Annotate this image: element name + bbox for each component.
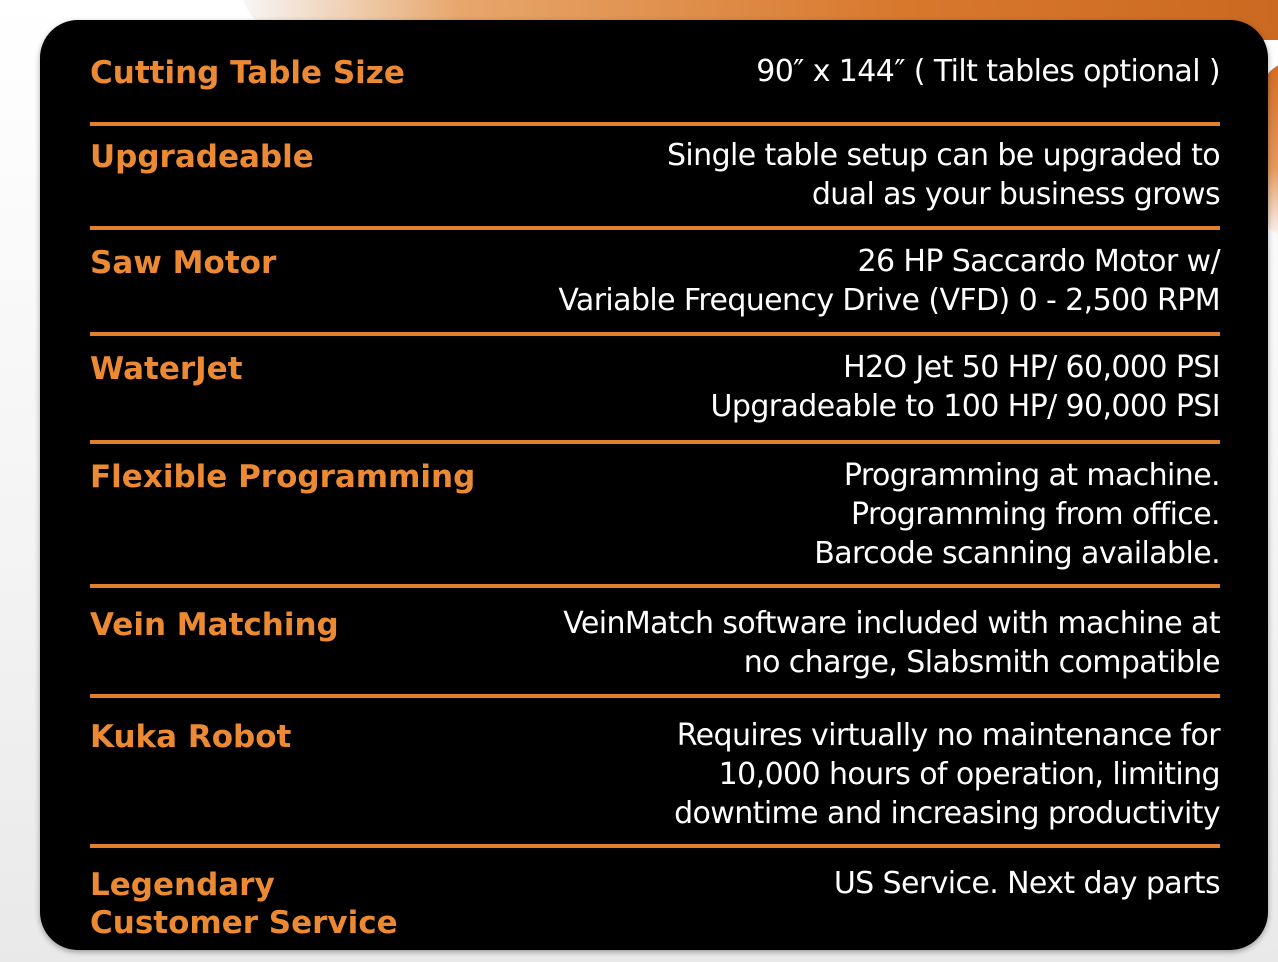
spec-value: 26 HP Saccardo Motor w/ Variable Frequency Drive (VFD) 0 - 2,500 RPM bbox=[558, 244, 1220, 318]
spec-label: Saw Motor bbox=[90, 245, 277, 281]
spec-label: Flexible Programming bbox=[90, 459, 476, 495]
spec-row-upgradeable bbox=[90, 126, 1220, 230]
spec-label: Upgradeable bbox=[90, 139, 314, 175]
spec-value: Programming at machine. Programming from office. Barcode scanning available. bbox=[814, 458, 1220, 571]
spec-value: VeinMatch software included with machine at no charge, Slabsmith compatible bbox=[563, 606, 1220, 680]
spec-row-saw-motor bbox=[90, 230, 1220, 336]
spec-row-kuka-robot bbox=[90, 698, 1220, 848]
spec-value: Single table setup can be upgraded to dual as your business grows bbox=[666, 138, 1220, 212]
spec-label: Legendary Customer Service bbox=[90, 867, 398, 941]
spec-label: Kuka Robot bbox=[90, 719, 292, 755]
spec-label: Vein Matching bbox=[90, 607, 339, 643]
spec-value: US Service. Next day parts bbox=[833, 866, 1220, 901]
spec-value: 90″ x 144″ ( Tilt tables optional ) bbox=[756, 54, 1220, 89]
spec-label: WaterJet bbox=[90, 351, 243, 387]
spec-row-cutting-table-size bbox=[90, 52, 1220, 126]
spec-table bbox=[90, 52, 1220, 958]
spec-row-customer-service bbox=[90, 848, 1220, 958]
spec-row-waterjet bbox=[90, 336, 1220, 444]
spec-label: Cutting Table Size bbox=[90, 55, 405, 91]
spec-value: Requires virtually no maintenance for 10,000 hours of operation, limiting downtime and increasing productivity bbox=[674, 718, 1220, 831]
spec-row-flexible-programming bbox=[90, 444, 1220, 588]
spec-panel bbox=[40, 20, 1268, 950]
spec-value: H2O Jet 50 HP/ 60,000 PSI Upgradeable to 100 HP/ 90,000 PSI bbox=[710, 350, 1220, 424]
spec-row-vein-matching bbox=[90, 588, 1220, 698]
